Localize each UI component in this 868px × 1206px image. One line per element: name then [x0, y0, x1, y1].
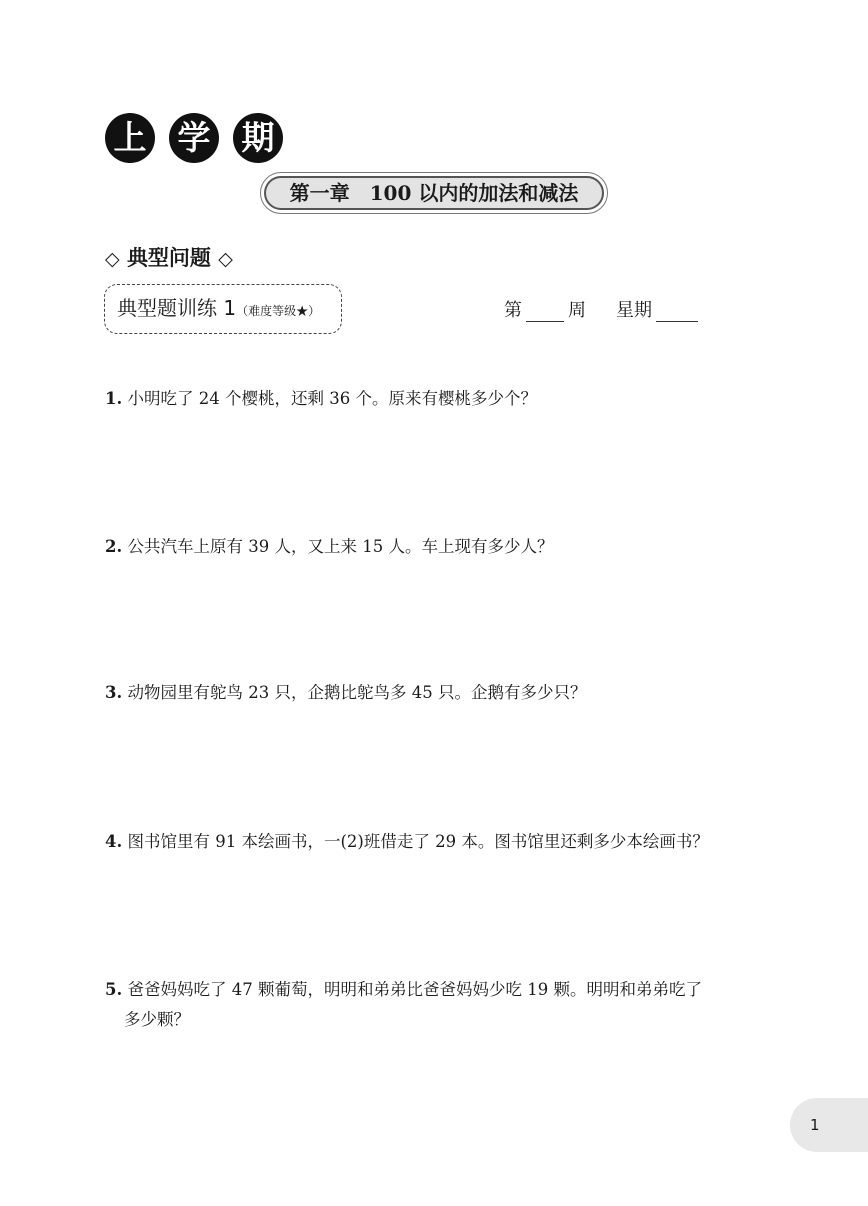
- question-number: 5.: [105, 980, 123, 999]
- diamond-icon: ◇: [105, 248, 120, 270]
- question-text: 小明吃了 24 个樱桃，还剩 36 个。原来有樱桃多少个？: [127, 389, 537, 408]
- question-text: 公共汽车上原有 39 人，又上来 15 人。车上现有多少人？: [127, 537, 554, 556]
- chapter-banner: [260, 172, 608, 214]
- semester-char: 上: [105, 113, 155, 163]
- semester-char: 学: [169, 113, 219, 163]
- semester-heading: [105, 113, 283, 163]
- question-number: 3.: [105, 683, 123, 702]
- section-heading: [105, 242, 233, 272]
- question-item: [105, 532, 553, 562]
- question-number: 2.: [105, 537, 123, 556]
- weekday-label: 星期: [616, 300, 652, 321]
- question-text: 图书馆里有 91 本绘画书，一(2)班借走了 29 本。图书馆里还剩多少本绘画书？: [127, 832, 709, 851]
- question-number: 1.: [105, 389, 123, 408]
- question-text: 动物园里有鸵鸟 23 只，企鹅比鸵鸟多 45 只。企鹅有多少只？: [127, 683, 587, 702]
- training-box: [104, 284, 342, 334]
- question-item: [105, 827, 709, 857]
- week-blank[interactable]: [526, 299, 564, 322]
- page-number: 1: [810, 1116, 820, 1134]
- question-item: [105, 384, 537, 414]
- section-title: 典型问题: [126, 246, 211, 270]
- week-label: 周: [568, 300, 586, 321]
- diamond-icon: ◇: [218, 248, 233, 270]
- difficulty-label: （难度等级★）: [236, 304, 321, 318]
- week-line: [504, 296, 702, 322]
- weekday-blank[interactable]: [656, 299, 698, 322]
- week-prefix: 第: [504, 300, 522, 321]
- question-text-continued: 多少颗？: [124, 1010, 190, 1029]
- training-title: 典型题训练 1: [117, 296, 237, 320]
- question-text: 爸爸妈妈吃了 47 颗葡萄，明明和弟弟比爸爸妈妈少吃 19 颗。明明和弟弟吃了: [127, 980, 702, 999]
- question-number: 4.: [105, 832, 123, 851]
- question-item: [105, 678, 586, 708]
- question-item: [105, 975, 702, 1035]
- semester-char: 期: [233, 113, 283, 163]
- chapter-title: 第一章 100 以内的加法和减法: [264, 176, 604, 210]
- page-number-tab: [790, 1098, 868, 1152]
